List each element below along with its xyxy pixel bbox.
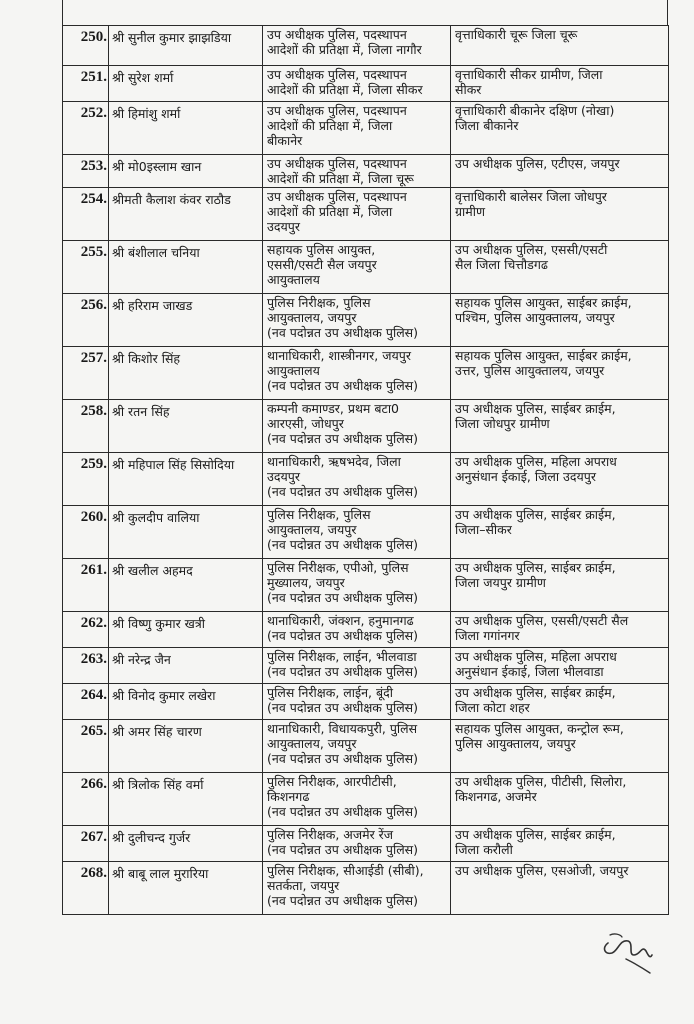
new-posting-line: उत्तर, पुलिस आयुक्तालय, जयपुर — [455, 363, 605, 378]
current-posting-cell — [263, 648, 451, 684]
serial-number-cell: 257. — [63, 347, 109, 400]
current-posting-line: पुलिस निरीक्षक, अजमेर रेंज — [267, 827, 394, 842]
officer-name-cell: श्री रतन सिंह — [109, 400, 263, 453]
current-posting-cell — [263, 506, 451, 559]
table-row — [63, 648, 669, 684]
officer-name-cell: श्री बंशीलाल चनिया — [109, 241, 263, 294]
current-posting-cell — [263, 241, 451, 294]
new-posting-line: वृत्ताधिकारी चूरू जिला चूरू — [455, 27, 578, 42]
table-body — [63, 26, 669, 915]
officer-name-cell: श्री अमर सिंह चारण — [109, 720, 263, 773]
new-posting-line: उप अधीक्षक पुलिस, साईबर क्राईम, — [455, 685, 616, 700]
new-posting-line: उप अधीक्षक पुलिस, पीटीसी, सिलोरा, — [455, 774, 627, 789]
current-posting-cell — [263, 826, 451, 862]
current-posting-line: आयुक्तालय, जयपुर — [267, 736, 357, 751]
table-row — [63, 826, 669, 862]
new-posting-line: जिला जोधपुर ग्रामीण — [455, 416, 550, 431]
new-posting-line: उप अधीक्षक पुलिस, महिला अपराध — [455, 454, 617, 469]
serial-number-cell: 259. — [63, 453, 109, 506]
new-posting-cell — [451, 862, 669, 915]
new-posting-line: सहायक पुलिस आयुक्त, साईबर क्राईम, — [455, 295, 632, 310]
current-posting-line: आयुक्तालय — [267, 363, 320, 378]
current-posting-line: (नव पदोन्नत उप अधीक्षक पुलिस) — [267, 590, 419, 605]
serial-number-cell: 267. — [63, 826, 109, 862]
new-posting-line: ग्रामीण — [455, 204, 486, 219]
table-row — [63, 684, 669, 720]
new-posting-line: सीकर — [455, 82, 482, 97]
current-posting-line: उप अधीक्षक पुलिस, पदस्थापन — [267, 103, 407, 118]
current-posting-line: पुलिस निरीक्षक, पुलिस — [267, 295, 371, 310]
new-posting-cell — [451, 347, 669, 400]
current-posting-cell — [263, 862, 451, 915]
new-posting-cell — [451, 720, 669, 773]
current-posting-line: पुलिस निरीक्षक, लाईन, भीलवाडा — [267, 649, 417, 664]
current-posting-line: पुलिस निरीक्षक, आरपीटीसी, — [267, 774, 397, 789]
new-posting-cell — [451, 826, 669, 862]
new-posting-line: उप अधीक्षक पुलिस, साईबर क्राईम, — [455, 507, 616, 522]
current-posting-cell — [263, 773, 451, 826]
current-posting-line: थानाधिकारी, जंक्शन, हनुमानगढ — [267, 613, 414, 628]
serial-number-cell: 263. — [63, 648, 109, 684]
serial-number-cell: 266. — [63, 773, 109, 826]
current-posting-cell — [263, 720, 451, 773]
current-posting-line: मुख्यालय, जयपुर — [267, 575, 345, 590]
current-posting-line: उप अधीक्षक पुलिस, पदस्थापन — [267, 156, 407, 171]
new-posting-cell — [451, 66, 669, 102]
current-posting-line: (नव पदोन्नत उप अधीक्षक पुलिस) — [267, 804, 419, 819]
new-posting-cell — [451, 155, 669, 188]
current-posting-line: किशनगढ — [267, 789, 310, 804]
table-top-continuation — [62, 0, 668, 25]
current-posting-cell — [263, 453, 451, 506]
serial-number-cell: 256. — [63, 294, 109, 347]
current-posting-line: आदेशों की प्रतिक्षा में, जिला चूरू — [267, 171, 414, 186]
officer-name-cell: श्री विष्णु कुमार खत्री — [109, 612, 263, 648]
new-posting-line: उप अधीक्षक पुलिस, महिला अपराध — [455, 649, 617, 664]
new-posting-line: वृत्ताधिकारी सीकर ग्रामीण, जिला — [455, 67, 603, 82]
serial-number-cell: 262. — [63, 612, 109, 648]
serial-number-cell: 254. — [63, 188, 109, 241]
serial-number-cell: 260. — [63, 506, 109, 559]
current-posting-line: सतर्कता, जयपुर — [267, 878, 340, 893]
current-posting-cell — [263, 400, 451, 453]
new-posting-line: सैल जिला चित्तौडगढ — [455, 257, 548, 272]
officer-name-cell: श्री नरेन्द्र जैन — [109, 648, 263, 684]
new-posting-line: जिला करौली — [455, 842, 513, 857]
transfer-table — [62, 25, 669, 915]
new-posting-line: उप अधीक्षक पुलिस, साईबर क्राईम, — [455, 827, 616, 842]
officer-name-cell: श्री महिपाल सिंह सिसोदिया — [109, 453, 263, 506]
new-posting-cell — [451, 400, 669, 453]
current-posting-line: पुलिस निरीक्षक, एपीओ, पुलिस — [267, 560, 409, 575]
table-row — [63, 241, 669, 294]
new-posting-line: सहायक पुलिस आयुक्त, कन्ट्रोल रूम, — [455, 721, 624, 736]
current-posting-line: उदयपुर — [267, 219, 300, 234]
table-row — [63, 400, 669, 453]
new-posting-line: उप अधीक्षक पुलिस, एससी/एसटी — [455, 242, 608, 257]
new-posting-line: अनुसंधान ईकाई, जिला उदयपुर — [455, 469, 596, 484]
current-posting-line: एससी/एसटी सैल जयपुर — [267, 257, 377, 272]
new-posting-line: जिला–सीकर — [455, 522, 512, 537]
current-posting-line: (नव पदोन्नत उप अधीक्षक पुलिस) — [267, 484, 419, 499]
new-posting-cell — [451, 294, 669, 347]
current-posting-cell — [263, 26, 451, 66]
new-posting-cell — [451, 773, 669, 826]
table-row — [63, 506, 669, 559]
table-row — [63, 188, 669, 241]
current-posting-line: पुलिस निरीक्षक, पुलिस — [267, 507, 371, 522]
current-posting-cell — [263, 66, 451, 102]
current-posting-line: (नव पदोन्नत उप अधीक्षक पुलिस) — [267, 537, 419, 552]
current-posting-line: (नव पदोन्नत उप अधीक्षक पुलिस) — [267, 431, 419, 446]
current-posting-line: आदेशों की प्रतिक्षा में, जिला सीकर — [267, 82, 423, 97]
table-row — [63, 294, 669, 347]
table-row — [63, 26, 669, 66]
current-posting-cell — [263, 294, 451, 347]
officer-name-cell: श्री मो0इस्लाम खान — [109, 155, 263, 188]
current-posting-line: आदेशों की प्रतिक्षा में, जिला नागौर — [267, 42, 422, 57]
current-posting-line: आदेशों की प्रतिक्षा में, जिला — [267, 204, 393, 219]
new-posting-cell — [451, 241, 669, 294]
officer-name-cell: श्री त्रिलोक सिंह वर्मा — [109, 773, 263, 826]
current-posting-line: थानाधिकारी, ऋषभदेव, जिला — [267, 454, 401, 469]
table-row — [63, 773, 669, 826]
current-posting-cell — [263, 612, 451, 648]
current-posting-line: उप अधीक्षक पुलिस, पदस्थापन — [267, 67, 407, 82]
serial-number-cell: 251. — [63, 66, 109, 102]
current-posting-line: (नव पदोन्नत उप अधीक्षक पुलिस) — [267, 378, 419, 393]
current-posting-line: उप अधीक्षक पुलिस, पदस्थापन — [267, 27, 407, 42]
table-row — [63, 559, 669, 612]
officer-name-cell: श्री सुरेश शर्मा — [109, 66, 263, 102]
new-posting-line: उप अधीक्षक पुलिस, एससी/एसटी सैल — [455, 613, 629, 628]
new-posting-line: जिला गगांनगर — [455, 628, 520, 643]
officer-name-cell: श्रीमती कैलाश कंवर राठौड — [109, 188, 263, 241]
current-posting-line: पुलिस निरीक्षक, लाईन, बूंदी — [267, 685, 394, 700]
current-posting-line: आदेशों की प्रतिक्षा में, जिला — [267, 118, 393, 133]
new-posting-cell — [451, 612, 669, 648]
current-posting-line: उदयपुर — [267, 469, 300, 484]
new-posting-cell — [451, 506, 669, 559]
current-posting-line: कम्पनी कमाण्डर, प्रथम बटा0 — [267, 401, 400, 416]
new-posting-cell — [451, 188, 669, 241]
new-posting-line: उप अधीक्षक पुलिस, साईबर क्राईम, — [455, 401, 616, 416]
officer-name-cell: श्री हरिराम जाखड — [109, 294, 263, 347]
current-posting-line: आयुक्तालय, जयपुर — [267, 310, 357, 325]
new-posting-line: किशनगढ, अजमेर — [455, 789, 537, 804]
new-posting-line: वृत्ताधिकारी बीकानेर दक्षिण (नोखा) — [455, 103, 615, 118]
current-posting-line: थानाधिकारी, शास्त्रीनगर, जयपुर — [267, 348, 411, 363]
officer-name-cell: श्री कुलदीप वालिया — [109, 506, 263, 559]
table-row — [63, 155, 669, 188]
new-posting-line: उप अधीक्षक पुलिस, एसओजी, जयपुर — [455, 863, 629, 878]
serial-number-cell: 268. — [63, 862, 109, 915]
current-posting-line: (नव पदोन्नत उप अधीक्षक पुलिस) — [267, 700, 419, 715]
current-posting-line: (नव पदोन्नत उप अधीक्षक पुलिस) — [267, 893, 419, 908]
table-row — [63, 862, 669, 915]
new-posting-cell — [451, 453, 669, 506]
current-posting-line: (नव पदोन्नत उप अधीक्षक पुलिस) — [267, 664, 419, 679]
new-posting-line: जिला बीकानेर — [455, 118, 519, 133]
table-row — [63, 720, 669, 773]
new-posting-cell — [451, 102, 669, 155]
new-posting-line: जिला कोटा शहर — [455, 700, 530, 715]
officer-name-cell: श्री विनोद कुमार लखेरा — [109, 684, 263, 720]
table-row — [63, 612, 669, 648]
current-posting-line: थानाधिकारी, विधायकपुरी, पुलिस — [267, 721, 418, 736]
current-posting-line: सहायक पुलिस आयुक्त, — [267, 242, 376, 257]
officer-name-cell: श्री बाबू लाल मुरारिया — [109, 862, 263, 915]
current-posting-line: (नव पदोन्नत उप अधीक्षक पुलिस) — [267, 325, 419, 340]
table-row — [63, 347, 669, 400]
new-posting-cell — [451, 684, 669, 720]
officer-name-cell: श्री दुलीचन्द गुर्जर — [109, 826, 263, 862]
serial-number-cell: 258. — [63, 400, 109, 453]
current-posting-line: उप अधीक्षक पुलिस, पदस्थापन — [267, 189, 407, 204]
new-posting-line: उप अधीक्षक पुलिस, साईबर क्राईम, — [455, 560, 616, 575]
current-posting-line: आयुक्तालय, जयपुर — [267, 522, 357, 537]
new-posting-line: वृत्ताधिकारी बालेसर जिला जोधपुर — [455, 189, 607, 204]
officer-name-cell: श्री सुनील कुमार झाझडिया — [109, 26, 263, 66]
serial-number-cell: 250. — [63, 26, 109, 66]
new-posting-cell — [451, 559, 669, 612]
serial-number-cell: 264. — [63, 684, 109, 720]
table-row — [63, 453, 669, 506]
new-posting-line: उप अधीक्षक पुलिस, एटीएस, जयपुर — [455, 156, 620, 171]
new-posting-cell — [451, 648, 669, 684]
serial-number-cell: 253. — [63, 155, 109, 188]
new-posting-line: अनुसंधान ईकाई, जिला भीलवाडा — [455, 664, 604, 679]
current-posting-cell — [263, 155, 451, 188]
current-posting-line: आयुक्तालय — [267, 272, 320, 287]
serial-number-cell: 252. — [63, 102, 109, 155]
current-posting-line: पुलिस निरीक्षक, सीआईडी (सीबी), — [267, 863, 424, 878]
table-row — [63, 66, 669, 102]
new-posting-line: सहायक पुलिस आयुक्त, साईबर क्राईम, — [455, 348, 632, 363]
current-posting-cell — [263, 559, 451, 612]
signature-initials — [598, 925, 658, 975]
officer-name-cell: श्री किशोर सिंह — [109, 347, 263, 400]
current-posting-line: (नव पदोन्नत उप अधीक्षक पुलिस) — [267, 751, 419, 766]
serial-number-cell: 261. — [63, 559, 109, 612]
current-posting-line: (नव पदोन्नत उप अधीक्षक पुलिस) — [267, 842, 419, 857]
current-posting-line: (नव पदोन्नत उप अधीक्षक पुलिस) — [267, 628, 419, 643]
current-posting-line: बीकानेर — [267, 133, 303, 148]
current-posting-cell — [263, 102, 451, 155]
new-posting-line: जिला जयपुर ग्रामीण — [455, 575, 546, 590]
new-posting-line: पुलिस आयुक्तालय, जयपुर — [455, 736, 576, 751]
new-posting-line: पश्चिम, पुलिस आयुक्तालय, जयपुर — [455, 310, 615, 325]
current-posting-line: आरएसी, जोधपुर — [267, 416, 344, 431]
current-posting-cell — [263, 188, 451, 241]
current-posting-cell — [263, 684, 451, 720]
table-row — [63, 102, 669, 155]
serial-number-cell: 255. — [63, 241, 109, 294]
serial-number-cell: 265. — [63, 720, 109, 773]
new-posting-cell — [451, 26, 669, 66]
current-posting-cell — [263, 347, 451, 400]
officer-name-cell: श्री हिमांशु शर्मा — [109, 102, 263, 155]
officer-name-cell: श्री खलील अहमद — [109, 559, 263, 612]
